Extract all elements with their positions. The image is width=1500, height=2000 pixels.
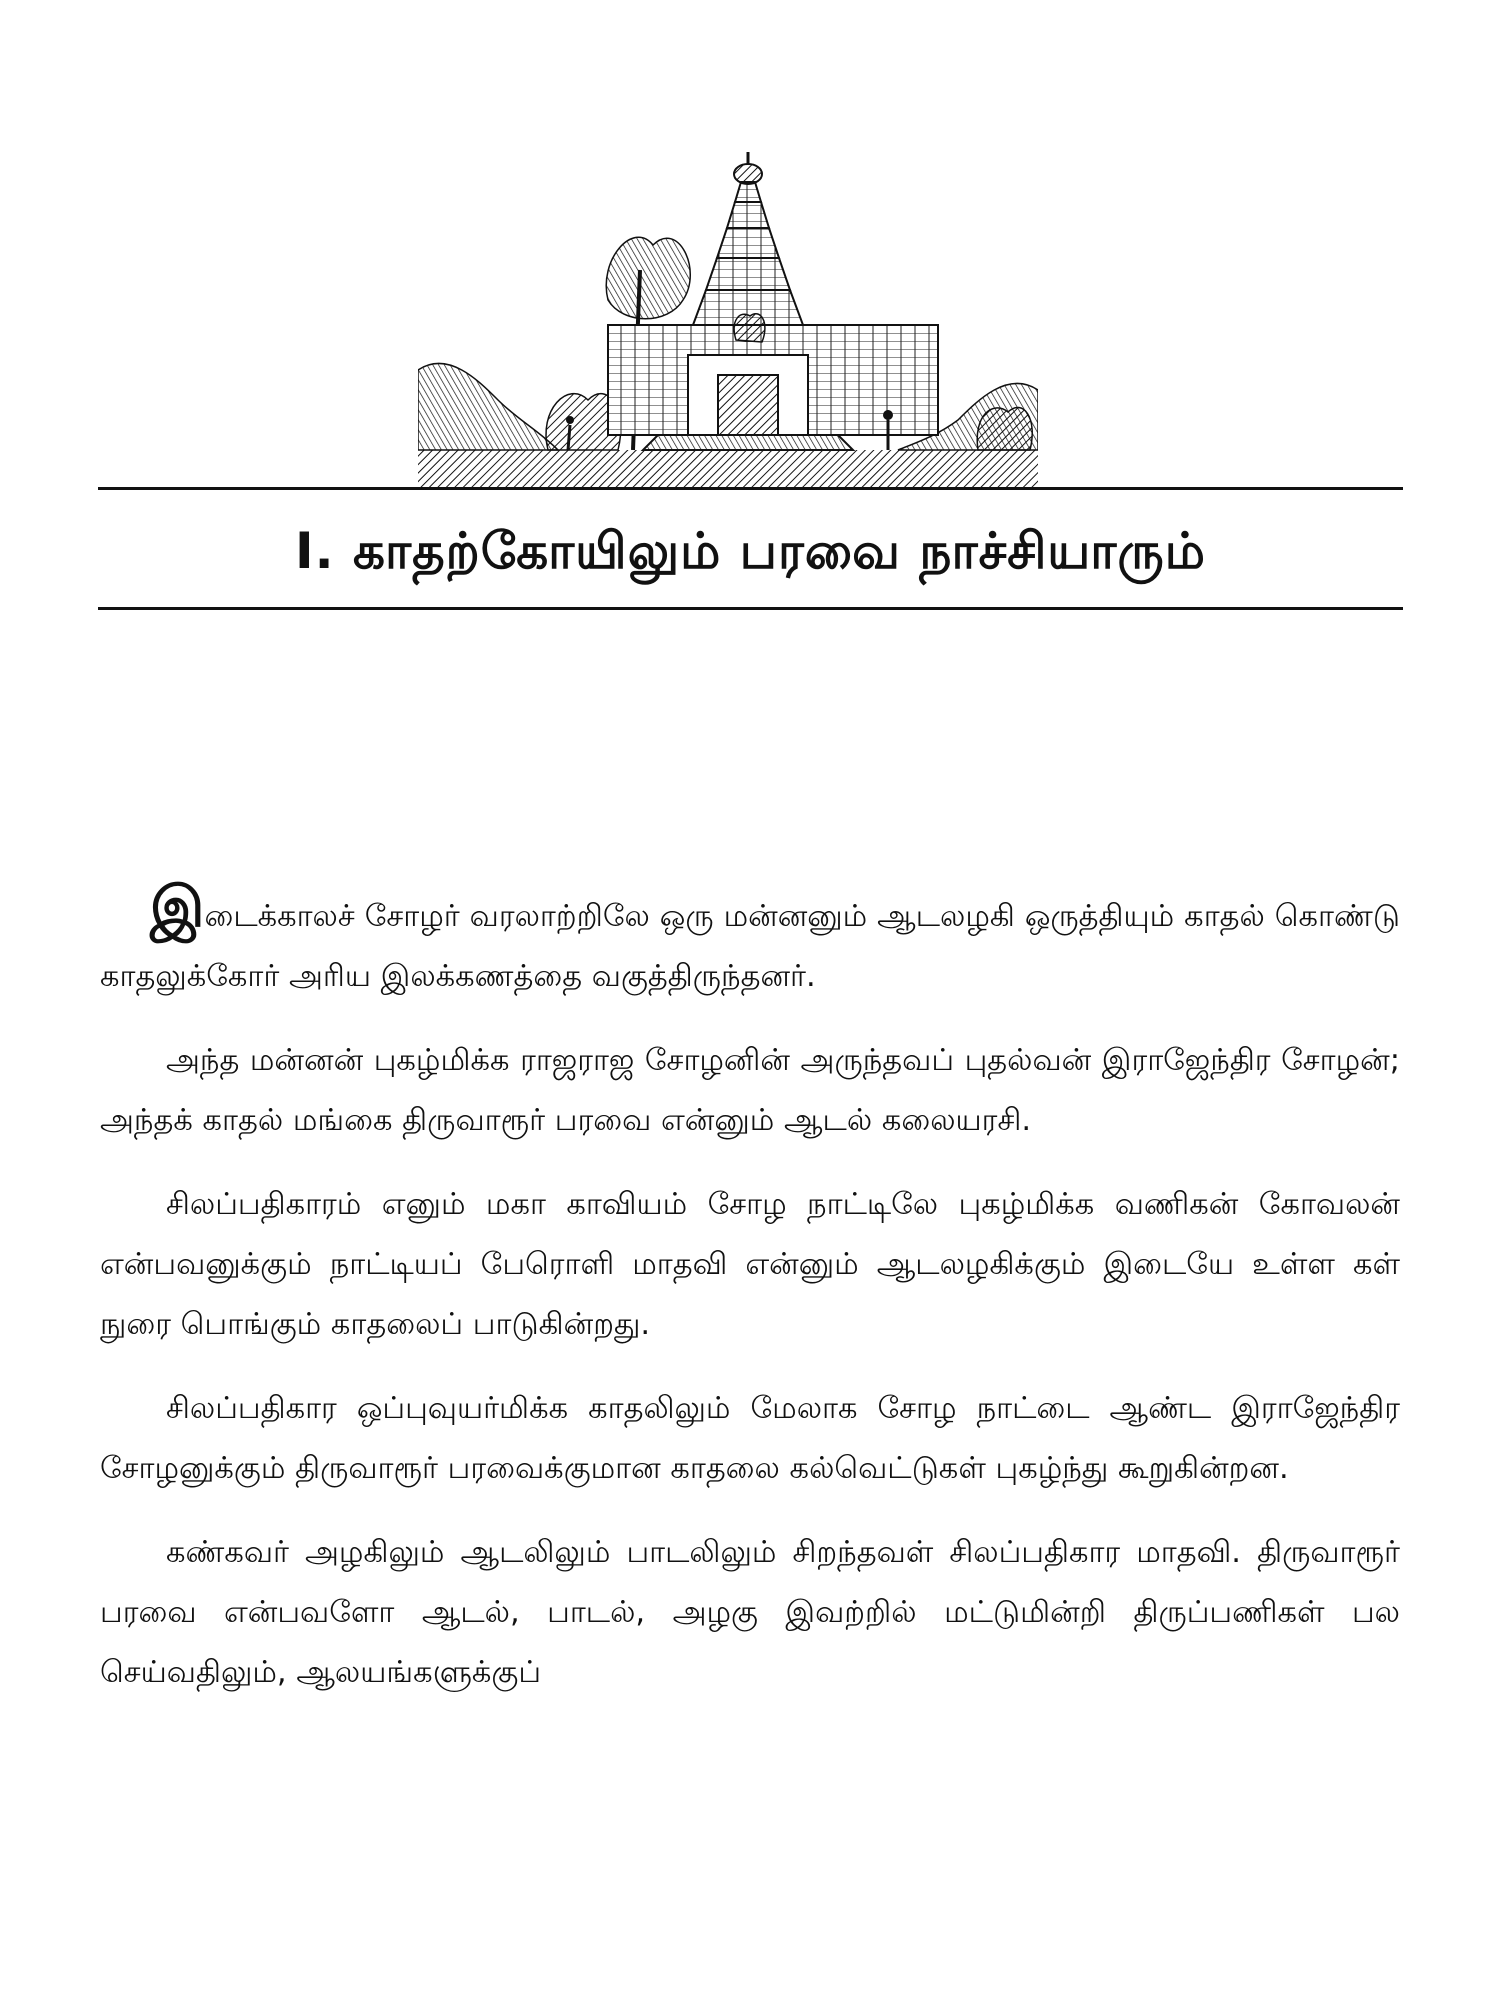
title-rule-bottom	[98, 607, 1403, 610]
paragraph-2: அந்த மன்னன் புகழ்மிக்க ராஜராஜ சோழனின் அருந்தவப் புதல்வன் இராஜேந்திர சோழன்; அந்தக் காதல் மங்கை திருவாரூர் பரவை என்னும் ஆடல் கலையரசி.	[100, 1043, 1400, 1138]
paragraph-1	[100, 875, 1400, 1007]
temple-gopuram-illustration	[418, 150, 1038, 490]
title-rule-top	[98, 487, 1403, 490]
paragraph-5: கண்கவர் அழகிலும் ஆடலிலும் பாடலிலும் சிறந்தவள் சிலப்பதிகார மாதவி. திருவாரூர் பரவை என்பவளோ ஆடல், பாடல், அழகு இவற்றில் மட்டுமின்றி திருப்பணிகள் பல செய்வதிலும், ஆலயங்களுக்குப்	[100, 1535, 1400, 1690]
paragraph-1-text: டைக்காலச் சோழர் வரலாற்றிலே ஒரு மன்னனும் ஆடலழகி ஒருத்தியும் காதல் கொண்டு காதலுக்கோர் அரிய இலக்கணத்தை வகுத்திருந்தனர்.	[100, 899, 1400, 994]
paragraph-4: சிலப்பதிகார ஒப்புவுயர்மிக்க காதலிலும் மேலாக சோழ நாட்டை ஆண்ட இராஜேந்திர சோழனுக்கும் திருவாரூர் பரவைக்குமான காதலை கல்வெட்டுகள் புகழ்ந்து கூறுகின்றன.	[100, 1391, 1400, 1486]
drop-cap: இ	[150, 875, 205, 940]
chapter-title: I. காதற்கோயிலும் பரவை நாச்சியாரும்	[294, 522, 1206, 580]
body-text	[100, 875, 1400, 1727]
paragraph-3: சிலப்பதிகாரம் எனும் மகா காவியம் சோழ நாட்டிலே புகழ்மிக்க வணிகன் கோவலன் என்பவனுக்கும் நாட்டியப் பேரொளி மாதவி என்னும் ஆடலழகிக்கும் இடையே உள்ள கள் நுரை பொங்கும் காதலைப் பாடுகின்றது.	[100, 1187, 1400, 1342]
